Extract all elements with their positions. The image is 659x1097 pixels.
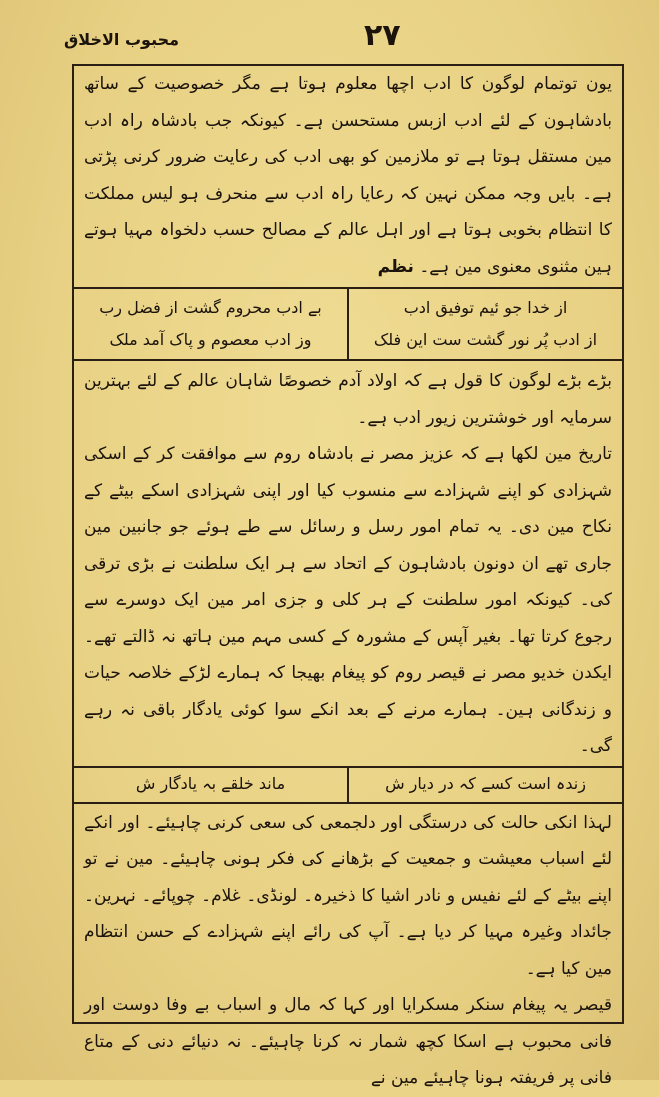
verse-line: از خدا جو ئیم توفیق ادب: [403, 298, 568, 317]
paragraph-3: تاریخ مین لکھا ہے کہ عزیز مصر نے بادشاہ روم سے موافقت کر کے اسکی شہزادی کو اپنے شہزادے سے منسوب کیا اور اپنی شہزادی اسکے بیٹے کے نکاح مین دی۔ یہ تمام امور رسل و رسائل سے طے ہوئے جو جانبین مین جاری تھے ان دونون بادشاہون کے اتحاد سے ہر ایک سلطنت نے بڑی ترقی کی۔ کیونکہ امور سلطنت کے ہر کلی و جزی امر مین ایک دوسرے سے رجوع کرتا تھا۔ بغیر آپس کے مشورہ کے کسی مہم مین ہاتھ نہ ڈالتے تھے۔ ایکدن خدیو مصر نے قیصر روم کو پیغام بھیجا کہ ہمارے لڑکے خلاصہ حیات و زندگانی ہین۔ ہمارے مرنے کے بعد انکے سوا کوئی یادگار باقی نہ رہے گی۔: [84, 444, 612, 756]
nazm-heading: نظم: [377, 256, 414, 277]
verse-table-1: [74, 287, 622, 361]
verse-line: زندہ است کسے کہ در دیار ش: [385, 773, 586, 793]
verse-table-2: [74, 766, 622, 804]
paragraph-1: یون توتمام لوگون کا ادب اچھا معلوم ہوتا ہے مگر خصوصیت کے ساتھ بادشاہون کے لئے ادب ازبس مستحسن ہے۔ کیونکہ جب بادشاہ راہ ادب مین مستقل ہوتا ہے تو ملازمین کو بھی ادب کی رعایت ضرور کرنی پڑتی ہے۔ بایں وجہ ممکن نہین کہ رعایا راہ ادب سے منحرف ہو لیس مملکت کا انتظام بخوبی ہوتا ہے اور اہل عالم کے مصالح حسب دلخواہ مہیا ہوتے ہین مثنوی معنوی مین ہے۔ نظم: [84, 74, 612, 277]
paragraph-5: قیصر یہ پیغام سنکر مسکرایا اور کہا کہ مال و اسباب بے وفا دوست اور فانی محبوب ہے اسکا کچھ شمار نہ کرنا چاہیئے۔ نہ دنیائے دنی کے متاع فانی پر فریفتہ ہونا چاہیئے مین نے: [84, 995, 612, 1088]
paragraph-2: بڑے بڑے لوگون کا قول ہے کہ اولاد آدم خصوصًا شاہان عالم کے لئے بہترین سرمایہ اور خوشترین زیور ادب ہے۔: [84, 371, 612, 428]
running-title: محبوب الاخلاق: [64, 30, 180, 49]
verse-cell-right: [347, 768, 622, 802]
body-text: [74, 66, 622, 285]
verse-line: از ادب پُر نور گشت ست این فلک: [373, 330, 598, 349]
page-number: ٢٧: [364, 18, 401, 53]
verse-line: وز ادب معصوم و پاک آمد ملک: [109, 330, 312, 349]
page-header: [64, 18, 624, 58]
body-text: [74, 805, 622, 1097]
paragraph-4: لہذا انکی حالت کی درستگی اور دلجمعی کی سعی کرنی چاہیئے۔ اور انکے لئے اسباب معیشت و جمعیت کے بڑھانے کی فکر ہونی چاہیئے۔ مین نے تو اپنے بیٹے کے لئے نفیس و نادر اشیا کا ذخیرہ۔ لونڈی۔ غلام۔ چوپائے۔ نہرین۔ جائداد وغیرہ مہیا کر دیا ہے۔ آپ کی رائے اپنے شہزادے کے حسن انتظام مین کیا ہے۔: [84, 812, 612, 979]
verse-line: ماند خلقے بہ یادگار ش: [135, 773, 286, 793]
body-text: [74, 363, 622, 765]
verse-cell-left: [74, 289, 347, 359]
verse-line: بے ادب محروم گشت از فضل رب: [99, 298, 322, 317]
verse-cell-right: [347, 289, 622, 359]
verse-cell-left: [74, 768, 347, 802]
text-frame: [72, 64, 624, 1088]
